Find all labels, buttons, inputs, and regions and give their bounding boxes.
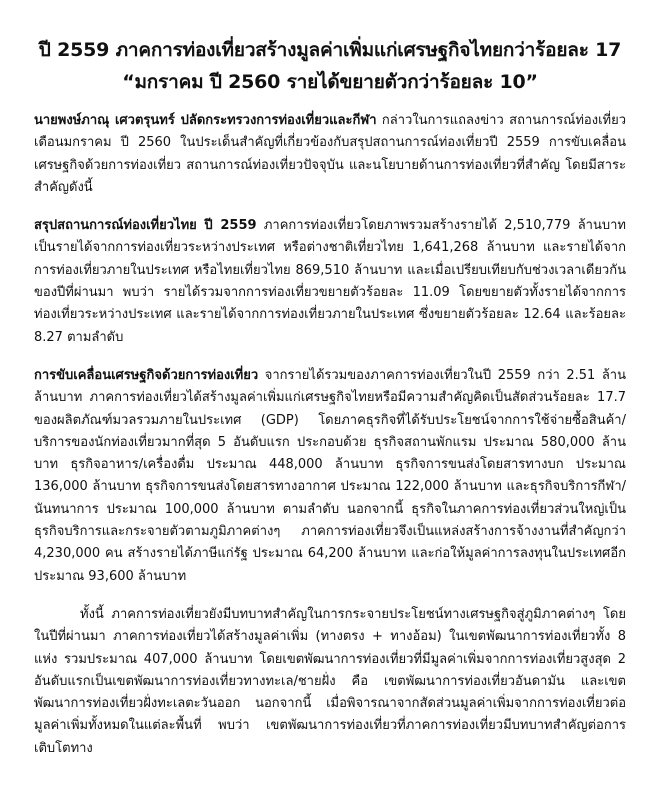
summary-heading: สรุปสถานการณ์ท่องเที่ยวไทย ปี 2559 <box>34 218 257 234</box>
paragraph-summary-2559 <box>34 215 626 349</box>
economy-text: จากรายได้รวมของภาคการท่องเที่ยวในปี 2559 กว่า 2.51 ล้านล้านบาท ภาคการท่องเที่ยวได้สร้างมูลค่าเพิ่มแก่เศรษฐกิจไทยหรือมีความสำคัญคิดเป็นสัดส่วนร้อยละ 17.7 ของผลิตภัณฑ์มวลรวมภายในประเทศ (GDP) โดยภาคธุรกิจที่ได้รับประโยชน์จากการใช้จ่ายซื้อสินค้า/บริการของนักท่องเที่ยวมากที่สุด 5 อันดับแรก ประกอบด้วย ธุรกิจสถานพักแรม ประมาณ 580,000 ล้านบาท ธุรกิจอาหาร/เครื่องดื่ม ประมาณ 448,000 ล้านบาท ธุรกิจการขนส่งโดยสารทางบก ประมาณ 136,000 ล้านบาท ธุรกิจการขนส่งโดยสารทางอากาศ ประมาณ 122,000 ล้านบาท และธุรกิจบริการกีฬา/นันทนาการ ประมาณ 100,000 ล้านบาท ตามลำดับ นอกจากนี้ ธุรกิจในภาคการท่องเที่ยวส่วนใหญ่เป็นธุรกิจบริการและกระจายตัวตามภูมิภาคต่างๆ ภาคการท่องเที่ยวจึงเป็นแหล่งสร้างการจ้างงานที่สำคัญกว่า 4,230,000 คน สร้างรายได้ภาษีแก่รัฐ ประมาณ 64,200 ล้านบาท และก่อให้มูลค่าการลงทุนในประเทศอีก ประมาณ 93,600 ล้านบาท <box>34 367 626 584</box>
title-line-2: “มกราคม ปี 2560 รายได้ขยายตัวกว่าร้อยละ 10” <box>122 71 538 93</box>
regional-text: ทั้งนี้ ภาคการท่องเที่ยวยังมีบทบาทสำคัญในการกระจายประโยชน์ทางเศรษฐกิจสู่ภูมิภาคต่างๆ โดยในปีที่ผ่านมา ภาคการท่องเที่ยวได้สร้างมูลค่าเพิ่ม (ทางตรง + ทางอ้อม) ในเขตพัฒนาการท่องเที่ยวทั้ง 8 แห่ง รวมประมาณ 407,000 ล้านบาท โดยเขตพัฒนาการท่องเที่ยวที่มีมูลค่าเพิ่มจากการท่องเที่ยวสูงสุด 2 อันดับแรกเป็นเขตพัฒนาการท่องเที่ยวทางทะเล/ชายฝั่ง คือ เขตพัฒนาการท่องเที่ยวอันดามัน และเขตพัฒนาการท่องเที่ยวฝั่งทะเลตะวันออก นอกจากนี้ เมื่อพิจารณาจากสัดส่วนมูลค่าเพิ่มจากการท่องเที่ยวต่อมูลค่าเพิ่มทั้งหมดในแต่ละพื้นที่ พบว่า เขตพัฒนาการท่องเที่ยวที่ภาคการท่องเที่ยวมีบทบาทสำคัญต่อการเติบโตทาง <box>34 606 626 756</box>
paragraph-regional <box>34 604 626 760</box>
speaker-name: นายพงษ์ภาณุ เศวตรุนทร์ ปลัดกระทรวงการท่องเที่ยวและกีฬา <box>34 113 377 128</box>
title-line-1: ปี 2559 ภาคการท่องเที่ยวสร้างมูลค่าเพิ่มแก่เศรษฐกิจไทยกว่าร้อยละ 17 <box>38 39 622 61</box>
document-title <box>34 34 626 98</box>
paragraph-economy <box>34 365 626 588</box>
paragraph-intro <box>34 110 626 199</box>
paragraph-intro-text: กล่าวในการแถลงข่าว สถานการณ์ท่องเที่ยวเดือนมกราคม ปี 2560 ในประเด็นสำคัญที่เกี่ยวข้องกับสรุปสถานการณ์ท่องเที่ยวปี 2559 การขับเคลื่อนเศรษฐกิจด้วยการท่องเที่ยว สถานการณ์ท่องเที่ยวปัจจุบัน และนโยบายด้านการท่องเที่ยวที่สำคัญ โดยมีสาระสำคัญดังนี้ <box>34 113 626 195</box>
economy-heading: การขับเคลื่อนเศรษฐกิจด้วยการท่องเที่ยว <box>34 367 259 383</box>
summary-text: ภาคการท่องเที่ยวโดยภาพรวมสร้างรายได้ 2,510,779 ล้านบาท เป็นรายได้จากการท่องเที่ยวระหว่างประเทศ หรือต่างชาติเที่ยวไทย 1,641,268 ล้านบาท และรายได้จากการท่องเที่ยวภายในประเทศ หรือไทยเที่ยวไทย 869,510 ล้านบาท และเมื่อเปรียบเทียบกับช่วงเวลาเดียวกันของปีที่ผ่านมา พบว่า รายได้รวมจากการท่องเที่ยวขยายตัวร้อยละ 11.09 โดยขยายตัวทั้งรายได้จากการท่องเที่ยวระหว่างประเทศ และรายได้จากการท่องเที่ยวภายในประเทศ ซึ่งขยายตัวร้อยละ 12.64 และร้อยละ 8.27 ตามลำดับ <box>34 218 626 345</box>
